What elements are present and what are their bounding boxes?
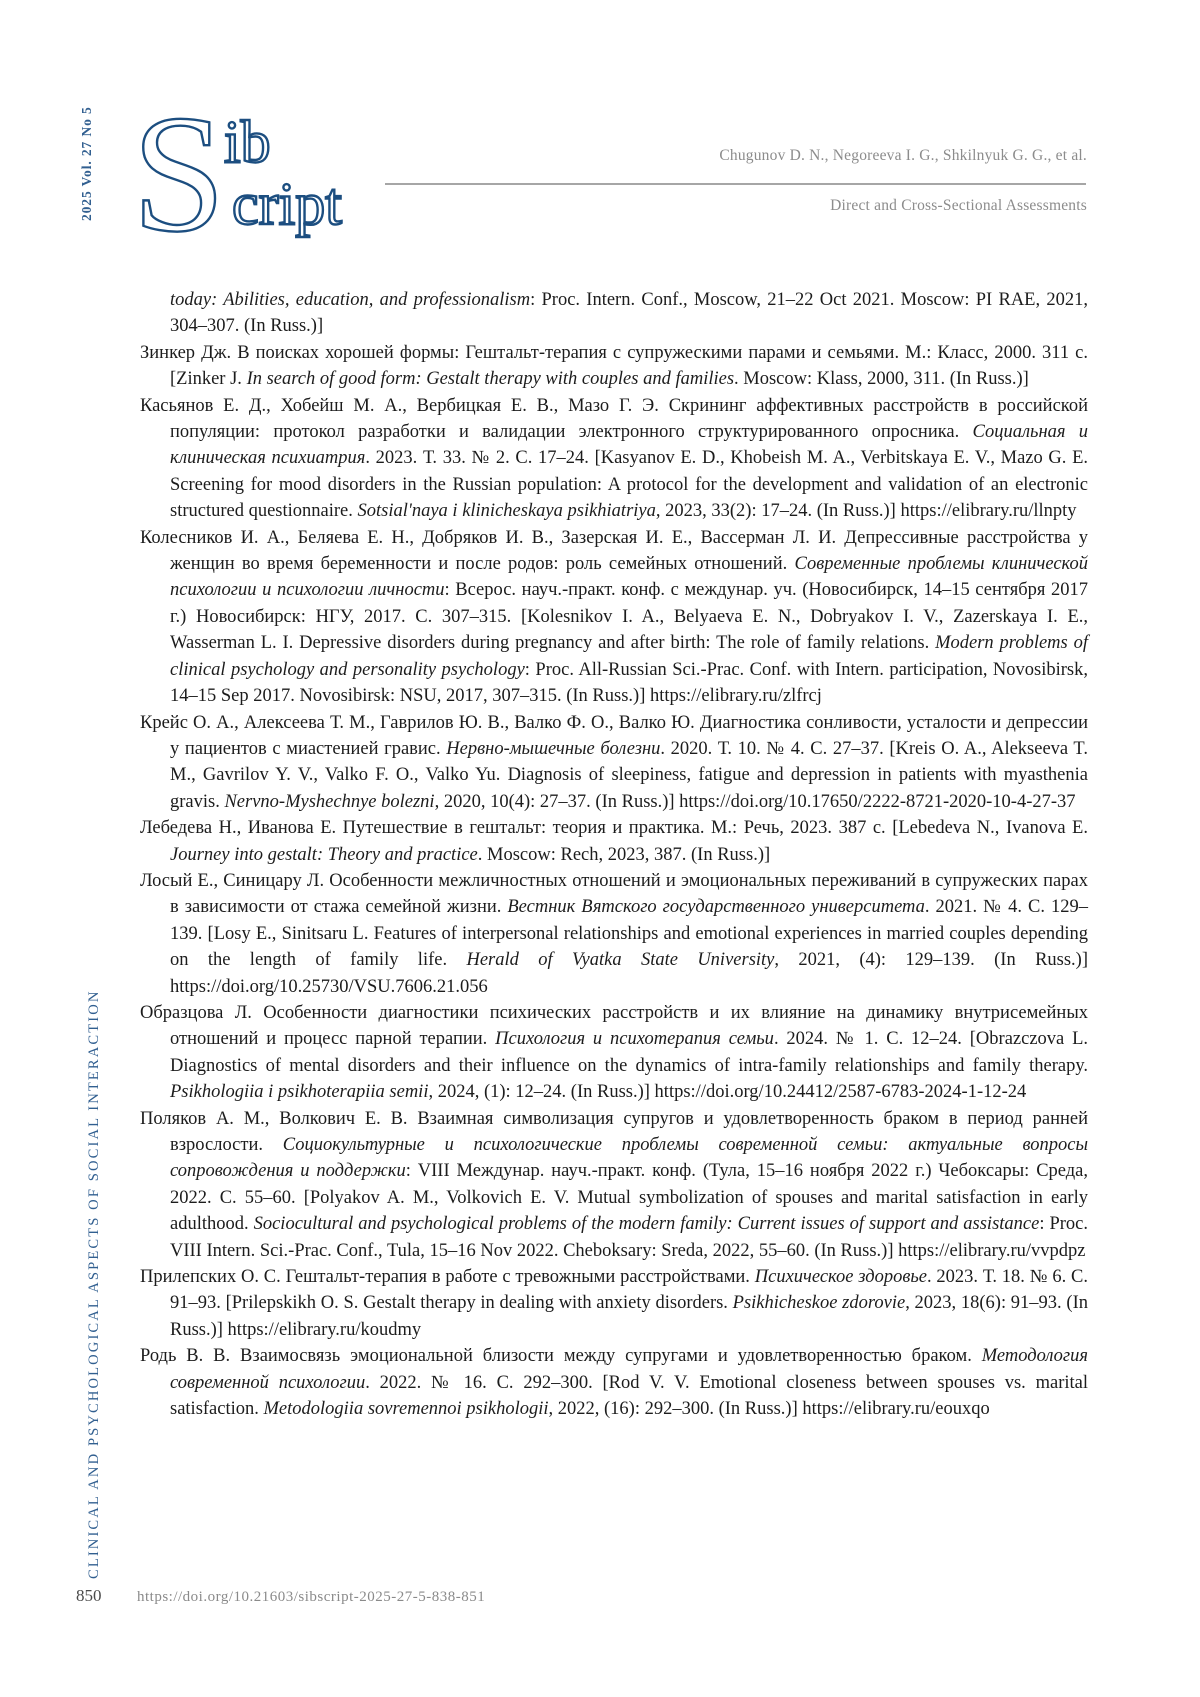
reference-segment: . 2022. № 16. С. 292–300. [Rod V. V. Emotional closeness between spouses vs. marital satisfaction. — [170, 1372, 1088, 1420]
reference-segment: Колесников И. А., Беляева Е. Н., Добряков И. В., Зазерская И. Е., Вассерман Л. И. Депрессивные расстройства у женщин во время беременности и после родов: роль семейных отношений. — [140, 527, 1088, 575]
reference-segment: . 2023. Т. 18. № 6. С. 91–93. [Prilepskikh O. S. Gestalt therapy in dealing with anxiety disorders. — [170, 1267, 1088, 1314]
reference-segment: Прилепских О. С. Гештальт-терапия в работе с тревожными расстройствами. — [140, 1267, 755, 1288]
reference-segment: : Proc. All-Russian Sci.-Prac. Conf. with Intern. participation, Novosibirsk, 14–15 Sep 2017. Novosibirsk: NSU, 2017, 307–315. (In Russ.)] https://elibrary.ru/zlfrcj — [170, 659, 1088, 707]
reference-segment: , 2022, (16): 292–300. (In Russ.)] https://elibrary.ru/eouxqo — [548, 1399, 990, 1420]
reference-segment-italic: Психология и психотерапия семьи — [495, 1029, 774, 1050]
reference-segment-italic: today: Abilities, education, and professionalism — [170, 290, 531, 310]
reference-segment: : Всерос. науч.-практ. конф. с междунар. уч. (Новосибирск, 14–15 сентября 2017 г.) Новосибирск: НГУ, 2017. С. 307–315. [Kolesnikov I. A., Belyaeva E. N., Dobryakov I. V., Zazerskaya I. E., Wasserman L. I. Depressive disorders during pregnancy and after birth: The role of family relations. — [170, 580, 1088, 654]
reference-segment: Родь В. В. Взаимосвязь эмоциональной близости между супругами и удовлетворенностью браком. — [140, 1346, 982, 1367]
reference-segment-italic: Современные проблемы клинической психологии и психологии личности — [170, 554, 1089, 601]
reference-segment-italic: Вестник Вятского государственного университета — [507, 897, 925, 918]
reference-segment-italic: Методология современной психологии — [170, 1346, 1088, 1393]
reference-segment: , 2023, 33(2): 17–24. (In Russ.)] https://elibrary.ru/llnpty — [655, 501, 1077, 522]
reference-segment: : Proc. VIII Intern. Sci.-Prac. Conf., Tula, 15–16 Nov 2022. Cheboksary: Sreda, 2022, 55–60. (In Russ.)] https://elibrary.ru/vvpdpz — [170, 1214, 1088, 1261]
reference-segment-italic: Psikhologiia i psikhoterapiia semii — [170, 1082, 429, 1103]
header-authors: Chugunov D. N., Negoreeva I. G., Shkilnyuk G. G., et al. — [719, 147, 1087, 164]
reference-segment-italic: Социальная и клиническая психиатрия — [170, 422, 1088, 469]
reference-segment-italic: Sotsial'naya i klinicheskaya psikhiatriya — [357, 501, 656, 522]
reference-segment-italic: Metodologiia sovremennoi psikhologii — [263, 1399, 549, 1420]
reference-segment: , 2024, (1): 12–24. (In Russ.)] https://doi.org/10.24412/2587-6783-2024-1-12-24 — [428, 1082, 1027, 1103]
reference-segment-italic: Modern problems of clinical psychology and personality psychology — [170, 633, 1089, 680]
header-divider — [385, 183, 1086, 185]
volume-issue-label: 2025 Vol. 27 No 5 — [79, 106, 94, 221]
reference-item — [140, 287, 1088, 340]
reference-item — [140, 1106, 1088, 1264]
reference-segment: . 2021. № 4. С. 129–139. [Losy E., Sinitsaru L. Features of interpersonal relationships and emotional experiences in married couples depending on the length of family life. — [170, 897, 1088, 971]
reference-segment-italic: Sociocultural and psychological problems of the modern family: Current issues of support and assistance — [253, 1214, 1040, 1235]
footer-doi: https://doi.org/10.21603/sibscript-2025-27-5-838-851 — [137, 1589, 486, 1605]
reference-segment-italic: Нервно-мышечные болезни — [446, 738, 661, 759]
reference-item — [140, 815, 1088, 868]
reference-segment: , 2020, 10(4): 27–37. (In Russ.)] https://doi.org/10.17650/2222-8721-2020-10-4-27-37 — [434, 791, 1076, 812]
reference-segment: Зинкер Дж. В поисках хорошей формы: Гештальт-терапия с супружескими парами и семьями. М.: Класс, 2000. 311 с. [Zinker J. — [140, 342, 1088, 390]
reference-item — [140, 868, 1088, 1000]
reference-item — [140, 340, 1088, 393]
reference-segment: . 2024. № 1. С. 12–24. [Obrazczova L. Diagnostics of mental disorders and their influence on the dynamics of intra-family relationships and family therapy. — [170, 1029, 1089, 1076]
section-title-vertical: CLINICAL AND PSYCHOLOGICAL ASPECTS OF SOCIAL INTERACTION — [86, 989, 102, 1579]
reference-segment: . Moscow: Klass, 2000, 311. (In Russ.)] — [734, 369, 1029, 390]
reference-segment: Образцова Л. Особенности диагностики психических расстройств и их влияние на динамику внутрисемейных отношений и процесс парной терапии. — [140, 1002, 1088, 1050]
reference-item — [140, 393, 1088, 525]
reference-segment: . 2023. Т. 33. № 2. С. 17–24. [Kasyanov E. D., Khobeish M. A., Verbitskaya E. V., Mazo G. E. Screening for mood disorders in the Russian population: A protocol for the development and validation of an electronic structured questionnaire. — [170, 448, 1088, 522]
reference-segment: Лебедева Н., Иванова Е. Путешествие в гештальт: теория и практика. М.: Речь, 2023. 387 с. [Lebedeva N., Ivanova E. — [140, 818, 1088, 839]
reference-segment: : VIII Междунар. науч.-практ. конф. (Тула, 15–16 ноября 2022 г.) Чебоксары: Среда, 2022. С. 55–60. [Polyakov A. M., Volkovich E. V. Mutual symbolization of spouses and marital satisfaction in early adulthood. — [170, 1161, 1088, 1235]
reference-segment-italic: Journey into gestalt: Theory and practice — [170, 844, 478, 865]
reference-segment: Лосый Е., Синицару Л. Особенности межличностных отношений и эмоциональных переживаний в супружеских парах в зависимости от стажа семейной жизни. — [140, 870, 1088, 918]
reference-item — [140, 525, 1088, 710]
reference-item — [140, 710, 1088, 816]
page-number: 850 — [76, 1586, 102, 1605]
reference-segment-italic: Социокультурные и психологические проблемы современной семьи: актуальные вопросы сопровождения и поддержки — [170, 1135, 1088, 1182]
logo-text-cript: cript — [232, 171, 342, 237]
logo-letter-s: S — [132, 100, 226, 240]
reference-segment: : Proc. Intern. Conf., Moscow, 21–22 Oct 2021. Moscow: PI RAE, 2021, 304–307. (In Russ.)] — [170, 290, 1088, 337]
reference-segment-italic: In search of good form: Gestalt therapy with couples and families — [246, 369, 735, 390]
reference-segment: Поляков А. М., Волкович Е. В. Взаимная символизация супругов и удовлетворенность браком в период ранней взрослости. — [140, 1108, 1088, 1155]
reference-segment: , 2023, 18(6): 91–93. (In Russ.)] https://elibrary.ru/koudmy — [170, 1293, 1088, 1340]
logo-text-ib: ib — [224, 109, 271, 175]
reference-segment-italic: Psikhicheskoe zdorovie — [732, 1293, 906, 1314]
reference-segment-italic: Nervno-Myshechnye bolezni — [224, 791, 435, 812]
reference-item — [140, 1264, 1088, 1343]
reference-segment: . Moscow: Rech, 2023, 387. (In Russ.)] — [477, 844, 771, 865]
sibscript-logo — [128, 100, 368, 240]
reference-segment: . 2020. Т. 10. № 4. С. 27–37. [Kreis O. A., Alekseeva T. M., Gavrilov Y. V., Valko F. O., Valko Yu. Diagnosis of sleepiness, fatigue and depression in patients with myasthenia gravis. — [170, 738, 1088, 812]
references-list — [140, 287, 1088, 1422]
reference-segment: , 2021, (4): 129–139. (In Russ.)] https://doi.org/10.25730/VSU.7606.21.056 — [170, 950, 1088, 997]
reference-item — [140, 1343, 1088, 1422]
header-running-title: Direct and Cross-Sectional Assessments — [830, 197, 1087, 214]
reference-item — [140, 1000, 1088, 1106]
reference-segment-italic: Психическое здоровье — [754, 1267, 927, 1288]
reference-segment-italic: Herald of Vyatka State University — [466, 950, 775, 971]
reference-segment: Крейс О. А., Алексеева Т. М., Гаврилов Ю. В., Валко Ф. О., Валко Ю. Диагностика сонливости, усталости и депрессии у пациентов с миастенией гравис. — [140, 712, 1088, 759]
reference-segment: Касьянов Е. Д., Хобейш М. А., Вербицкая Е. В., Мазо Г. Э. Скрининг аффективных расстройств в российской популяции: протокол разработки и валидации электронного структурированного опросника. — [140, 395, 1088, 443]
